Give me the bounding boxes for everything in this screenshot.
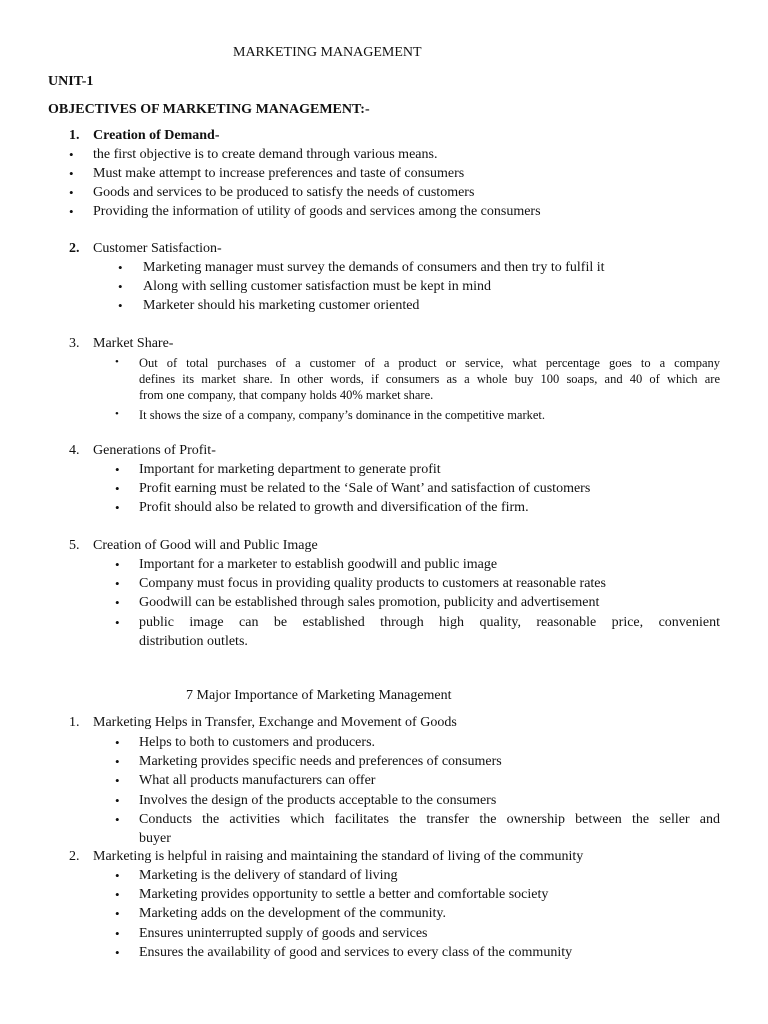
list-item: Must make attempt to increase preferences and taste of consumers — [93, 166, 465, 181]
importance-title: Marketing Helps in Transfer, Exchange and Movement of Goods — [93, 715, 457, 730]
bullet-dot: • — [115, 595, 120, 610]
bullet-dot: • — [115, 615, 120, 630]
list-item: Out of total purchases of a customer of a product or service, what percentage goes to a company — [139, 356, 720, 370]
bullet-dot: • — [69, 147, 74, 162]
list-item: Involves the design of the products acceptable to the consumers — [139, 793, 497, 808]
importance-number: 1. — [69, 715, 80, 730]
list-item: What all products manufacturers can offer — [139, 773, 376, 788]
bullet-dot: • — [118, 260, 123, 275]
objective-number: 3. — [69, 336, 80, 351]
bullet-dot: • — [115, 735, 120, 750]
objective-number: 5. — [69, 538, 80, 553]
objective-title: Market Share- — [93, 336, 174, 351]
bullet-dot: • — [69, 166, 74, 181]
list-item: Company must focus in providing quality products to customers at reasonable rates — [139, 576, 606, 591]
bullet-dot: • — [115, 481, 120, 496]
list-item: public image can be established through high quality, reasonable price, convenient — [139, 615, 720, 630]
bullet-dot: • — [115, 462, 120, 477]
list-item: Providing the information of utility of goods and services among the consumers — [93, 204, 541, 219]
unit-label: UNIT-1 — [48, 74, 94, 89]
bullet-dot: • — [118, 298, 123, 313]
list-item: Along with selling customer satisfaction must be kept in mind — [143, 279, 492, 294]
objective-number: 1. — [69, 128, 80, 143]
objective-title: Creation of Good will and Public Image — [93, 538, 318, 553]
objective-title: Customer Satisfaction- — [93, 241, 222, 256]
bullet-dot: • — [115, 356, 119, 368]
bullet-dot: • — [115, 557, 120, 572]
bullet-dot: • — [115, 754, 120, 769]
importance-title: Marketing is helpful in raising and maintaining the standard of living of the community — [93, 849, 584, 864]
bullet-dot: • — [115, 887, 120, 902]
bullet-dot: • — [115, 945, 120, 960]
importance-heading: 7 Major Importance of Marketing Management — [186, 688, 452, 703]
importance-number: 2. — [69, 849, 80, 864]
list-item: Profit should also be related to growth and diversification of the firm. — [139, 500, 529, 515]
bullet-dot: • — [115, 906, 120, 921]
list-item: Goodwill can be established through sales promotion, publicity and advertisement — [139, 595, 600, 610]
objective-number: 4. — [69, 443, 80, 458]
list-item-continuation: defines its market share. In other words, if consumers as a whole buy 100 soaps, and 40 of which are — [139, 372, 720, 386]
list-item: Ensures uninterrupted supply of goods and services — [139, 926, 428, 941]
list-item-continuation: distribution outlets. — [139, 634, 248, 649]
list-item: Marketer should his marketing customer oriented — [143, 298, 420, 313]
list-item: Marketing manager must survey the demands of consumers and then try to fulfil it — [143, 260, 605, 275]
document-title: MARKETING MANAGEMENT — [233, 45, 422, 60]
bullet-dot: • — [69, 185, 74, 200]
bullet-dot: • — [118, 279, 123, 294]
list-item-continuation: buyer — [139, 831, 171, 846]
bullet-dot: • — [115, 408, 119, 420]
list-item: the first objective is to create demand through various means. — [93, 147, 438, 162]
list-item: Goods and services to be produced to satisfy the needs of customers — [93, 185, 475, 200]
bullet-dot: • — [115, 576, 120, 591]
objectives-heading: OBJECTIVES OF MARKETING MANAGEMENT:- — [48, 102, 370, 117]
bullet-dot: • — [115, 812, 120, 827]
list-item: Important for a marketer to establish goodwill and public image — [139, 557, 498, 572]
list-item: Important for marketing department to generate profit — [139, 462, 441, 477]
bullet-dot: • — [115, 926, 120, 941]
bullet-dot: • — [115, 773, 120, 788]
list-item-continuation: from one company, that company holds 40% market share. — [139, 388, 434, 402]
objective-number: 2. — [69, 241, 80, 256]
list-item: Helps to both to customers and producers. — [139, 735, 376, 750]
objective-title: Generations of Profit- — [93, 443, 216, 458]
list-item: It shows the size of a company, company’s dominance in the competitive market. — [139, 408, 546, 422]
list-item: Conducts the activities which facilitates the transfer the ownership between the seller and — [139, 812, 720, 827]
list-item: Marketing provides specific needs and preferences of consumers — [139, 754, 502, 769]
list-item: Marketing is the delivery of standard of living — [139, 868, 398, 883]
list-item: Ensures the availability of good and services to every class of the community — [139, 945, 573, 960]
list-item: Profit earning must be related to the ‘Sale of Want’ and satisfaction of customers — [139, 481, 591, 496]
bullet-dot: • — [69, 204, 74, 219]
objective-title: Creation of Demand- — [93, 128, 220, 143]
bullet-dot: • — [115, 793, 120, 808]
list-item: Marketing provides opportunity to settle a better and comfortable society — [139, 887, 549, 902]
list-item: Marketing adds on the development of the community. — [139, 906, 447, 921]
bullet-dot: • — [115, 500, 120, 515]
bullet-dot: • — [115, 868, 120, 883]
